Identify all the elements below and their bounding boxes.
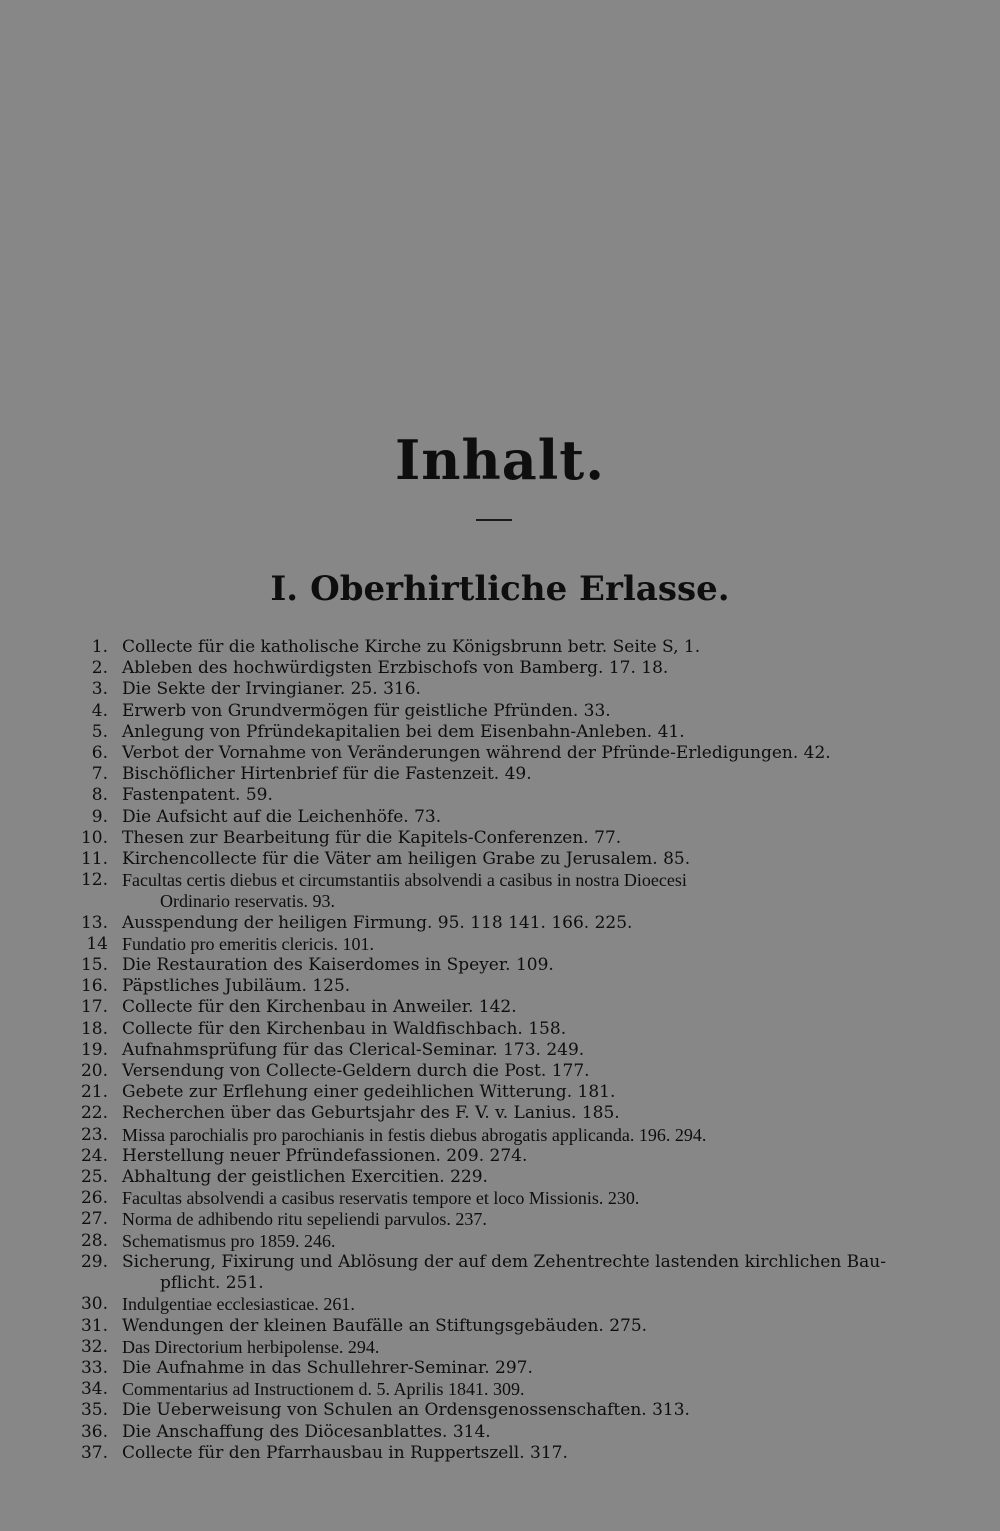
- toc-entry-title: Päpstliches Jubiläum. 125.: [122, 976, 351, 997]
- toc-entry-text: [122, 1103, 620, 1124]
- toc-entry-text: [122, 722, 685, 743]
- toc-entry-title: Versendung von Collecte-Geldern durch die Post. 177.: [122, 1061, 590, 1082]
- toc-entry-title: Bischöflicher Hirtenbrief für die Fastenzeit. 49.: [122, 764, 532, 785]
- toc-entry-title: Fastenpatent. 59.: [122, 785, 273, 806]
- toc-entry-number: 3.: [91, 679, 108, 700]
- toc-entry-text: [122, 1422, 491, 1443]
- toc-entry-number: 29.: [80, 1251, 108, 1272]
- toc-entry-text: [122, 934, 374, 955]
- toc-entry-text: [122, 1231, 336, 1252]
- toc-entry-title: Abhaltung der geistlichen Exercitien. 229.: [122, 1167, 488, 1188]
- toc-entry-number: 26.: [80, 1188, 108, 1209]
- toc-entry: [0, 701, 1000, 722]
- toc-entry: [0, 785, 1000, 806]
- toc-entry-text: [122, 743, 831, 764]
- toc-entry-text: [122, 764, 532, 785]
- toc-entry-number: 9.: [91, 806, 108, 827]
- toc-entry-title: Die Aufsicht auf die Leichenhöfe. 73.: [122, 806, 442, 827]
- section-heading: [0, 566, 1000, 612]
- toc-entry: [0, 1082, 1000, 1103]
- toc-entry-number: 25.: [80, 1167, 108, 1188]
- title-divider: [476, 519, 512, 521]
- toc-entry-text: [122, 785, 273, 806]
- toc-entry: [0, 1252, 1000, 1294]
- toc-entry: [0, 1019, 1000, 1040]
- toc-entry: [0, 637, 1000, 658]
- toc-entry-title: Wendungen der kleinen Baufälle an Stiftungsgebäuden. 275.: [122, 1315, 648, 1336]
- toc-entry-text: [122, 658, 668, 679]
- toc-entry-number: 13.: [80, 912, 108, 933]
- toc-entry-title: Sicherung, Fixirung und Ablösung der auf dem Zehentrechte lastenden kirchlichen Bau-: [122, 1251, 886, 1272]
- toc-entry: [0, 743, 1000, 764]
- toc-entry-number: 27.: [80, 1209, 108, 1230]
- toc-entry-text: [122, 828, 621, 849]
- toc-entry-number: 22.: [80, 1103, 108, 1124]
- toc-entry-number: 11.: [80, 849, 108, 870]
- toc-entry: [0, 722, 1000, 743]
- toc-entry-title: Kirchencollecte für die Väter am heiligen Grabe zu Jerusalem. 85.: [122, 849, 691, 870]
- toc-entry-number: 33.: [80, 1357, 108, 1378]
- toc-entry-number: 21.: [80, 1082, 108, 1103]
- toc-entry-title: Die Aufnahme in das Schullehrer-Seminar. 297.: [122, 1357, 533, 1378]
- toc-entry-number: 17.: [80, 997, 108, 1018]
- toc-entry-text: [122, 1209, 487, 1230]
- toc-entry-number: 16.: [80, 976, 108, 997]
- toc-entry-text: [122, 1188, 639, 1209]
- toc-entry-title: Erwerb von Grundvermögen für geistliche Pfründen. 33.: [122, 700, 611, 721]
- toc-entry-text: [122, 976, 350, 997]
- toc-entry-text: [122, 913, 632, 934]
- page-title: Inhalt.: [394, 428, 606, 492]
- toc-entry-text: [122, 679, 421, 700]
- toc-entry-number: 35.: [80, 1400, 108, 1421]
- toc-entry: [0, 870, 1000, 912]
- toc-entry: [0, 997, 1000, 1018]
- toc-entry: [0, 1400, 1000, 1421]
- toc-entry-text: [122, 1294, 355, 1315]
- toc-entry-number: 8.: [91, 785, 108, 806]
- toc-entry-text: [122, 1316, 647, 1337]
- toc-entry-text: [122, 701, 611, 722]
- toc-entry: [0, 1379, 1000, 1400]
- toc-entry-text: [122, 870, 912, 912]
- toc-entry-number: 19.: [80, 1039, 108, 1060]
- toc-entry-number: 4.: [91, 700, 108, 721]
- toc-entry-number: 30.: [80, 1294, 108, 1315]
- toc-entry-title: Die Sekte der Irvingianer. 25. 316.: [122, 679, 421, 700]
- toc-entry: [0, 849, 1000, 870]
- toc-entry-text: [122, 1019, 566, 1040]
- toc-entry: [0, 955, 1000, 976]
- toc-entry: [0, 1146, 1000, 1167]
- toc-entry-title: Norma de adhibendo ritu sepeliendi parvulos. 237.: [122, 1209, 487, 1230]
- toc-entry-number: 18.: [80, 1018, 108, 1039]
- toc-entry: [0, 1358, 1000, 1379]
- toc-entry-title: Collecte für die katholische Kirche zu Königsbrunn betr. Seite S, 1.: [122, 637, 701, 657]
- toc-entry-text: [122, 1358, 533, 1379]
- toc-entry: [0, 807, 1000, 828]
- toc-entry-title: Indulgentiae ecclesiasticae. 261.: [122, 1294, 355, 1315]
- toc-entry-number: 12.: [80, 870, 108, 891]
- toc-entry-title: Schematismus pro 1859. 246.: [122, 1230, 336, 1251]
- toc-entry-text: [122, 1252, 912, 1294]
- toc-entry: [0, 1188, 1000, 1209]
- toc-entry-title: Anlegung von Pfründekapitalien bei dem Eisenbahn-Anleben. 41.: [122, 721, 685, 742]
- toc-entry-title: Facultas absolvendi a casibus reservatis tempore et loco Missionis. 230.: [122, 1188, 640, 1209]
- toc-entry-title: Facultas certis diebus et circumstantiis absolvendi a casibus in nostra Dioecesi: [122, 870, 687, 891]
- toc-entry-number: 31.: [80, 1315, 108, 1336]
- toc-entry-text: [122, 1167, 488, 1188]
- toc-entry-text: [122, 1146, 527, 1167]
- toc-entry-title: Verbot der Vornahme von Veränderungen während der Pfründe-Erledigungen. 42.: [122, 743, 831, 764]
- table-of-contents: [0, 637, 1000, 1464]
- toc-entry-title: Thesen zur Bearbeitung für die Kapitels-Conferenzen. 77.: [122, 827, 622, 848]
- toc-entry: [0, 1337, 1000, 1358]
- toc-entry-text: [122, 1443, 568, 1464]
- toc-entry: [0, 1167, 1000, 1188]
- toc-entry-title: Collecte für den Kirchenbau in Waldfischbach. 158.: [122, 1018, 567, 1039]
- toc-entry-text: [122, 637, 700, 658]
- toc-entry: [0, 679, 1000, 700]
- toc-entry-number: 24.: [80, 1145, 108, 1166]
- toc-entry: [0, 1422, 1000, 1443]
- toc-entry-number: 20.: [80, 1061, 108, 1082]
- section-numeral: I.: [270, 569, 299, 609]
- toc-entry: [0, 1231, 1000, 1252]
- toc-entry-text: [122, 1337, 379, 1358]
- toc-entry-number: 5.: [91, 721, 108, 742]
- toc-entry-title: Ableben des hochwürdigsten Erzbischofs von Bamberg. 17. 18.: [122, 658, 669, 679]
- toc-entry-number: 14: [86, 933, 108, 954]
- toc-entry: [0, 1103, 1000, 1124]
- toc-entry: [0, 1316, 1000, 1337]
- toc-entry-title: Die Restauration des Kaiserdomes in Speyer. 109.: [122, 955, 554, 976]
- toc-entry: [0, 976, 1000, 997]
- toc-entry: [0, 1443, 1000, 1464]
- toc-entry-text: [122, 997, 517, 1018]
- toc-entry-continuation: pflicht. 251.: [160, 1273, 264, 1294]
- toc-entry-number: 36.: [80, 1421, 108, 1442]
- toc-entry: [0, 934, 1000, 955]
- section-heading-text: Oberhirtliche Erlasse.: [310, 569, 730, 609]
- toc-entry-number: 15.: [80, 955, 108, 976]
- toc-entry-title: Die Anschaffung des Diöcesanblattes. 314.: [122, 1421, 491, 1442]
- toc-entry: [0, 658, 1000, 679]
- toc-entry-title: Fundatio pro emeritis clericis. 101.: [122, 933, 374, 954]
- toc-entry-number: 2.: [91, 658, 108, 679]
- toc-entry-title: Gebete zur Erflehung einer gedeihlichen Witterung. 181.: [122, 1082, 616, 1103]
- toc-entry: [0, 764, 1000, 785]
- toc-entry-text: [122, 1125, 706, 1146]
- toc-entry-title: Ausspendung der heiligen Firmung. 95. 118 141. 166. 225.: [122, 912, 633, 933]
- toc-entry-title: Collecte für den Pfarrhausbau in Ruppertszell. 317.: [122, 1442, 568, 1463]
- toc-entry-title: Missa parochialis pro parochianis in festis diebus abrogatis applicanda. 196. 294.: [122, 1124, 707, 1145]
- toc-entry-number: 6.: [91, 743, 108, 764]
- toc-entry-number: 34.: [80, 1379, 108, 1400]
- toc-entry-number: 1.: [91, 637, 108, 657]
- toc-entry: [0, 1061, 1000, 1082]
- toc-entry: [0, 1294, 1000, 1315]
- toc-entry-title: Das Directorium herbipolense. 294.: [122, 1336, 380, 1357]
- toc-entry-number: 7.: [91, 764, 108, 785]
- toc-entry-title: Recherchen über das Geburtsjahr des F. V. v. Lanius. 185.: [122, 1103, 620, 1124]
- toc-entry-title: Commentarius ad Instructionem d. 5. Aprilis 1841. 309.: [122, 1379, 525, 1400]
- toc-entry-continuation: Ordinario reservatis. 93.: [160, 891, 335, 912]
- toc-entry-text: [122, 1400, 690, 1421]
- toc-entry: [0, 828, 1000, 849]
- toc-entry-text: [122, 1379, 524, 1400]
- toc-entry: [0, 1209, 1000, 1230]
- toc-entry-number: 28.: [80, 1230, 108, 1251]
- toc-entry-title: Die Ueberweisung von Schulen an Ordensgenossenschaften. 313.: [122, 1400, 690, 1421]
- toc-entry-text: [122, 1040, 584, 1061]
- toc-entry-text: [122, 1082, 615, 1103]
- toc-entry-title: Herstellung neuer Pfründefassionen. 209. 274.: [122, 1145, 528, 1166]
- toc-entry-number: 10.: [80, 827, 108, 848]
- toc-entry-text: [122, 849, 690, 870]
- toc-entry-title: Collecte für den Kirchenbau in Anweiler. 142.: [122, 997, 517, 1018]
- toc-entry-number: 37.: [80, 1442, 108, 1463]
- toc-entry-text: [122, 807, 441, 828]
- toc-entry-text: [122, 955, 554, 976]
- toc-entry-number: 32.: [80, 1336, 108, 1357]
- toc-entry: [0, 1125, 1000, 1146]
- toc-entry-text: [122, 1061, 590, 1082]
- toc-entry-number: 23.: [80, 1124, 108, 1145]
- toc-entry: [0, 1040, 1000, 1061]
- toc-entry: [0, 913, 1000, 934]
- toc-entry-title: Aufnahmsprüfung für das Clerical-Seminar. 173. 249.: [122, 1039, 585, 1060]
